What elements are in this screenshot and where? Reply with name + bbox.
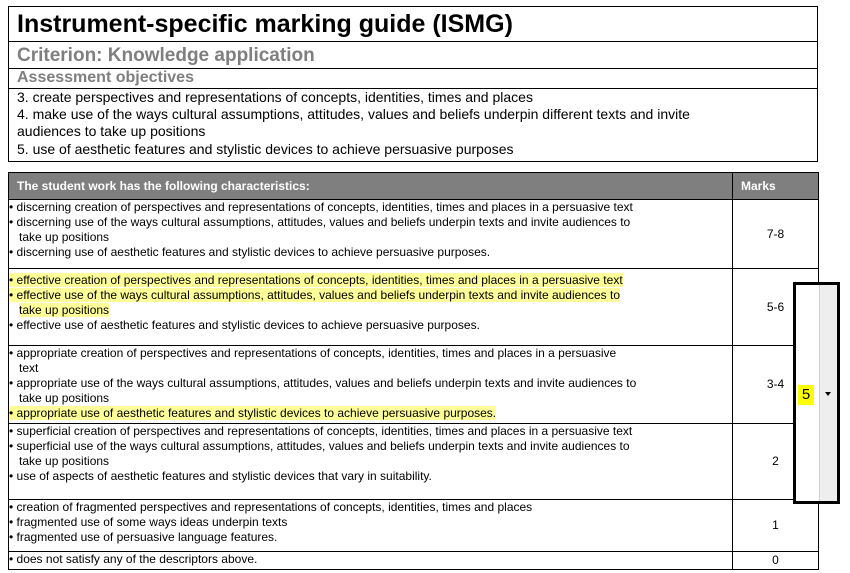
characteristics-cell (9, 200, 733, 269)
marks-cell: 2 (733, 424, 819, 500)
characteristics-cell (9, 424, 733, 500)
mark-select-dropdown[interactable] (793, 282, 840, 504)
characteristics-cell (9, 552, 733, 570)
objective-line: 3. create perspectives and representations of concepts, identities, times and places (17, 89, 533, 105)
highlighted-descriptor: • effective use of the ways cultural assumptions, attitudes, values and beliefs underpin texts and invite audiences to (9, 288, 621, 302)
selected-mark-value: 5 (798, 385, 814, 405)
objective-line: 5. use of aesthetic features and stylistic devices to achieve persuasive purposes (17, 141, 514, 157)
highlighted-descriptor: • effective creation of perspectives and representations of concepts, identities, times and places in a persuasive text (9, 273, 623, 287)
marking-table (8, 172, 819, 570)
descriptor-line: • appropriate creation of perspectives and representations of concepts, identities, times and places in a persuasive (9, 346, 617, 360)
marks-cell: 7-8 (733, 200, 819, 269)
page-title: Instrument-specific marking guide (ISMG) (17, 10, 513, 38)
descriptor-line: • creation of fragmented perspectives and representations of concepts, identities, times and places (9, 500, 533, 514)
descriptor-line: • superficial use of the ways cultural assumptions, attitudes, values and beliefs underpin texts and invite audiences to (9, 439, 630, 453)
descriptor-line: • fragmented use of some ways ideas underpin texts (9, 515, 288, 529)
divider (9, 41, 817, 42)
dropdown-toggle-button[interactable] (819, 285, 837, 501)
descriptor-line: • superficial creation of perspectives and representations of concepts, identities, times and places in a persuasive text (9, 424, 633, 438)
highlighted-descriptor: take up positions (19, 303, 110, 317)
descriptor-line: take up positions (19, 230, 110, 244)
marks-cell: 1 (733, 500, 819, 552)
table-row (9, 346, 819, 424)
descriptor-line: • does not satisfy any of the descriptors above. (9, 552, 258, 566)
descriptor-line: text (19, 361, 39, 375)
characteristics-cell (9, 346, 733, 424)
descriptor-line: • discerning creation of perspectives and representations of concepts, identities, times and places in a persuasive text (9, 200, 633, 214)
marks-cell: 3-4 (733, 346, 819, 424)
table-row (9, 269, 819, 346)
descriptor-line: • discerning use of the ways cultural assumptions, attitudes, values and beliefs underpin texts and invite audiences to (9, 215, 631, 229)
descriptor-line: • fragmented use of persuasive language features. (9, 530, 278, 544)
characteristics-column-header: The student work has the following characteristics: (9, 173, 733, 200)
objective-line: audiences to take up positions (17, 123, 206, 139)
assessment-objectives-heading: Assessment objectives (17, 69, 194, 86)
descriptor-line: take up positions (19, 391, 110, 405)
table-row (9, 424, 819, 500)
ismg-header (8, 6, 818, 162)
descriptor-line: • use of aspects of aesthetic features and stylistic devices that vary in suitability. (9, 469, 432, 483)
table-header-row (9, 173, 819, 200)
marks-cell: 0 (733, 552, 819, 570)
table-row (9, 500, 819, 552)
criterion-heading: Criterion: Knowledge application (17, 45, 315, 66)
objective-line: 4. make use of the ways cultural assumptions, attitudes, values and beliefs underpin different texts and invite (17, 106, 690, 122)
marks-column-header: Marks (733, 173, 819, 200)
descriptor-line: • effective use of aesthetic features and stylistic devices to achieve persuasive purposes. (9, 318, 480, 332)
descriptor-line: • discerning use of aesthetic features and stylistic devices to achieve persuasive purposes. (9, 245, 491, 259)
characteristics-cell (9, 500, 733, 552)
table-row (9, 552, 819, 570)
marks-cell: 5-6 (733, 269, 819, 346)
descriptor-line: • appropriate use of the ways cultural assumptions, attitudes, values and beliefs underpin texts and invite audiences to (9, 376, 637, 390)
highlighted-descriptor: • appropriate use of aesthetic features and stylistic devices to achieve persuasive purposes. (9, 406, 497, 420)
dropdown-arrow-icon (825, 392, 831, 396)
characteristics-cell (9, 269, 733, 346)
table-row (9, 200, 819, 269)
descriptor-line: take up positions (19, 454, 110, 468)
